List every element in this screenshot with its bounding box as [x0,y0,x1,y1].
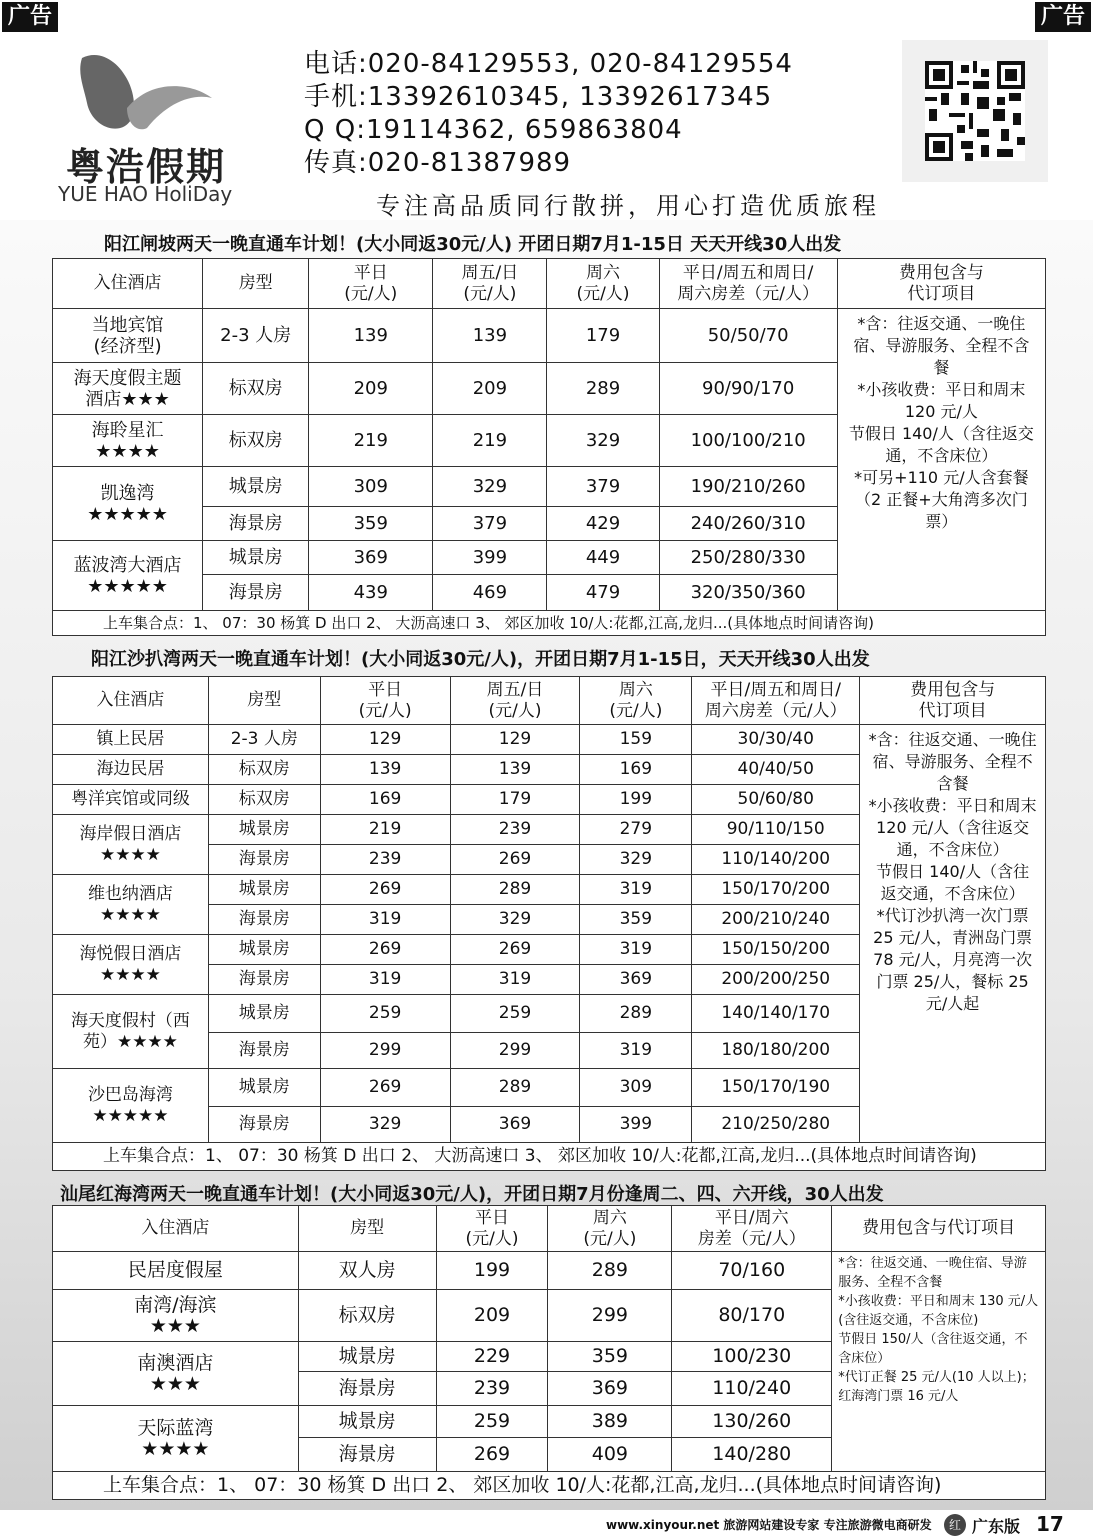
room-type: 海景房 [203,575,309,611]
column-header: 周五/日 (元/人) [433,259,547,309]
room-type: 标双房 [208,785,320,815]
contact-info [304,48,793,180]
price-cell: 110/140/200 [692,845,860,875]
price-cell: 139 [320,755,450,785]
column-header: 平日 (元/人) [309,259,433,309]
column-header: 平日/周五和周日/ 周六房差（元/人） [692,677,860,725]
fee-note-item: 节假日 140/人（含往返交通，不含床位） [848,424,1034,465]
price-cell: 210/250/280 [692,1107,860,1143]
brand-name-en: YUE HAO HoliDay [58,182,233,206]
price-cell: 269 [320,875,450,905]
price-cell: 319 [580,1033,692,1069]
room-type: 海景房 [208,845,320,875]
price-cell: 259 [436,1406,548,1438]
hotel-name: 南湾/海滨 ★★★ [53,1290,299,1342]
price-cell: 219 [433,415,547,467]
price-cell: 209 [436,1290,548,1342]
column-header: 房型 [203,259,309,309]
price-cell: 369 [580,965,692,995]
price-cell: 269 [320,935,450,965]
room-type: 标双房 [203,415,309,467]
hotel-name: 蓝波湾大酒店 ★★★★★ [53,541,203,611]
price-cell: 110/240 [672,1372,832,1406]
hotel-name: 民居度假屋 [53,1252,299,1290]
price-cell: 329 [450,905,580,935]
section1-table [52,258,1046,636]
room-type: 城景房 [208,875,320,905]
price-cell: 289 [450,1069,580,1107]
price-cell: 70/160 [672,1252,832,1290]
hotel-name: 海岸假日酒店 ★★★★ [53,815,209,875]
price-cell: 209 [433,363,547,415]
price-cell: 259 [450,995,580,1033]
room-type: 标双房 [298,1290,436,1342]
fee-note-item: 节假日 150/人（含往返交通，不含床位） [838,1332,1028,1366]
price-cell: 289 [580,995,692,1033]
price-cell: 289 [547,363,659,415]
room-type: 城景房 [298,1342,436,1372]
column-header: 周六 (元/人) [580,677,692,725]
price-cell: 129 [320,725,450,755]
slogan: 专注高品质同行散拼，用心打造优质旅程 [376,192,880,220]
price-cell: 129 [450,725,580,755]
price-cell: 359 [548,1342,672,1372]
room-type: 海景房 [298,1438,436,1472]
column-header: 平日 (元/人) [320,677,450,725]
price-cell: 379 [547,467,659,507]
price-cell: 100/230 [672,1342,832,1372]
brand-logo-icon [72,48,222,138]
room-type: 2-3 人房 [208,725,320,755]
price-cell: 329 [580,845,692,875]
price-cell: 140/280 [672,1438,832,1472]
room-type: 城景房 [208,935,320,965]
pickup-points: 上车集合点：1、 07：30 杨箕 D 出口 2、 郊区加收 10/人:花都,江高,龙归...(具体地点时间请咨询) [53,1472,1046,1500]
column-header: 入住酒店 [53,1206,299,1252]
price-cell: 289 [450,875,580,905]
price-cell: 219 [309,415,433,467]
price-cell: 479 [547,575,659,611]
price-cell: 199 [436,1252,548,1290]
price-cell: 219 [320,815,450,845]
section3-title: 汕尾红海湾两天一晚直通车计划！(大小同返30元/人)，开团日期7月份逢周二、四、六开线，30人出发 [60,1184,884,1205]
column-header: 入住酒店 [53,677,209,725]
hotel-name: 海天度假主题 酒店★★★ [53,363,203,415]
price-cell: 449 [547,541,659,575]
price-cell: 239 [320,845,450,875]
price-cell: 169 [320,785,450,815]
price-cell: 309 [580,1069,692,1107]
column-header: 周五/日 (元/人) [450,677,580,725]
column-header: 费用包含与 代订项目 [860,677,1046,725]
price-cell: 369 [309,541,433,575]
price-cell: 130/260 [672,1406,832,1438]
room-type: 海景房 [203,507,309,541]
price-cell: 80/170 [672,1290,832,1342]
price-cell: 209 [309,363,433,415]
section3-table [52,1205,1046,1500]
price-cell: 389 [548,1406,672,1438]
hotel-name: 海边民居 [53,755,209,785]
price-cell: 469 [433,575,547,611]
pickup-row [53,1472,1046,1500]
price-cell: 90/90/170 [659,363,837,415]
price-cell: 379 [433,507,547,541]
ad-tag-left: 广告 [2,2,58,32]
price-cell: 369 [548,1372,672,1406]
column-header: 周六 (元/人) [547,259,659,309]
price-cell: 30/30/40 [692,725,860,755]
price-cell: 199 [580,785,692,815]
pickup-row [53,611,1046,636]
section1-title: 阳江闸坡两天一晚直通车计划！(大小同返30元/人) 开团日期7月1-15日 天天开线30人出发 [104,234,842,255]
column-header: 费用包含与代订项目 [832,1206,1046,1252]
price-cell: 139 [450,755,580,785]
table-row [53,1252,1046,1290]
section2-table [52,676,1046,1171]
price-cell: 319 [450,965,580,995]
price-cell: 429 [547,507,659,541]
price-cell: 439 [309,575,433,611]
price-cell: 139 [309,309,433,363]
price-cell: 359 [309,507,433,541]
price-cell: 169 [580,755,692,785]
section2-title: 阳江沙扒湾两天一晚直通车计划！(大小同返30元/人)，开团日期7月1-15日，天天开线30人出发 [91,649,870,670]
fee-note-item: 节假日 140/人（含往返交通，不含床位） [876,862,1030,903]
price-cell: 50/50/70 [659,309,837,363]
price-cell: 279 [580,815,692,845]
ad-tag-right: 广告 [1035,2,1091,32]
price-cell: 139 [433,309,547,363]
column-header: 房型 [298,1206,436,1252]
room-type: 城景房 [208,815,320,845]
room-type: 城景房 [208,1069,320,1107]
room-type: 城景房 [298,1406,436,1438]
header [0,36,1093,226]
price-cell: 329 [433,467,547,507]
room-type: 城景房 [208,995,320,1033]
room-type: 标双房 [203,363,309,415]
column-header: 周六 (元/人) [548,1206,672,1252]
price-cell: 90/110/150 [692,815,860,845]
price-cell: 190/210/260 [659,467,837,507]
price-cell: 320/350/360 [659,575,837,611]
price-cell: 250/280/330 [659,541,837,575]
hotel-name: 镇上民居 [53,725,209,755]
price-cell: 179 [547,309,659,363]
price-cell: 200/200/250 [692,965,860,995]
price-cell: 150/170/200 [692,875,860,905]
header-row [53,1206,1046,1252]
room-type: 海景房 [208,965,320,995]
contact-phone: 电话:020-84129553, 020-84129554 [304,49,793,79]
fee-note-item: *代订沙扒湾一次门票 25 元/人，青洲岛门票 78 元/人，月亮湾一次门票 25/人，餐标 25 元/人起 [873,906,1033,1013]
price-cell: 179 [450,785,580,815]
table-row [53,309,1046,363]
room-type: 城景房 [203,467,309,507]
price-cell: 299 [548,1290,672,1342]
page-number: 17 [1036,1512,1064,1536]
price-cell: 239 [450,815,580,845]
contact-mobile: 手机:13392610345, 13392617345 [304,82,773,112]
hotel-name: 当地宾馆 (经济型) [53,309,203,363]
price-cell: 329 [320,1107,450,1143]
room-type: 双人房 [298,1252,436,1290]
brand-name-cn: 粤浩假期 [66,145,227,189]
footer [0,1514,1093,1538]
fee-note-item: *小孩收费：平日和周末 120 元/人 [857,380,1026,421]
contact-qq: Q Q:19114362, 659863804 [304,115,683,145]
fee-note-item: *含：往返交通、一晚住宿、导游服务、全程不含餐 [838,1256,1027,1290]
price-cell: 239 [436,1372,548,1406]
table-row [53,725,1046,755]
price-cell: 289 [548,1252,672,1290]
price-cell: 269 [436,1438,548,1472]
column-header: 入住酒店 [53,259,203,309]
price-cell: 150/150/200 [692,935,860,965]
price-cell: 359 [580,905,692,935]
column-header: 平日 (元/人) [436,1206,548,1252]
pickup-points: 上车集合点：1、 07：30 杨箕 D 出口 2、 大沥高速口 3、 郊区加收 10/人:花都,江高,龙归...(具体地点时间请咨询) [53,1143,1046,1171]
room-type: 海景房 [208,905,320,935]
footer-badge-icon: 红 [944,1514,966,1536]
room-type: 2-3 人房 [203,309,309,363]
price-cell: 399 [580,1107,692,1143]
column-header: 房型 [208,677,320,725]
price-cell: 40/40/50 [692,755,860,785]
price-cell: 319 [580,935,692,965]
hotel-name: 维也纳酒店 ★★★★ [53,875,209,935]
price-cell: 319 [580,875,692,905]
price-cell: 140/140/170 [692,995,860,1033]
fee-note-item: *可另+110 元/人含套餐（2 正餐+大角湾多次门票） [854,468,1029,531]
price-cell: 229 [436,1342,548,1372]
qr-code-icon [925,61,1025,161]
price-cell: 399 [433,541,547,575]
fee-note-item: *小孩收费：平日和周末 120 元/人（含往返交通，不含床位） [868,796,1037,859]
qr-code [902,40,1048,182]
price-cell: 159 [580,725,692,755]
price-cell: 319 [320,905,450,935]
room-type: 标双房 [208,755,320,785]
fee-notes [837,309,1045,611]
hotel-name: 海聆星汇 ★★★★ [53,415,203,467]
fee-note-item: *含：往返交通、一晚住宿、导游服务、全程不含餐 [868,730,1037,793]
fee-note-item: *代订正餐 25 元/人(10 人以上)；红海湾门票 16 元/人 [838,1370,1035,1404]
footer-edition: 广东版 [972,1517,1021,1536]
room-type: 城景房 [203,541,309,575]
price-cell: 269 [450,935,580,965]
price-cell: 150/170/190 [692,1069,860,1107]
fee-note-item: *含：往返交通、一晚住宿、导游服务、全程不含餐 [853,314,1030,377]
price-cell: 329 [547,415,659,467]
hotel-name: 凯逸湾 ★★★★★ [53,467,203,541]
column-header: 平日/周六 房差（元/人） [672,1206,832,1252]
hotel-name: 粤洋宾馆或同级 [53,785,209,815]
hotel-name: 沙巴岛海湾 ★★★★★ [53,1069,209,1143]
room-type: 海景房 [298,1372,436,1406]
price-cell: 319 [320,965,450,995]
price-cell: 240/260/310 [659,507,837,541]
price-cell: 50/60/80 [692,785,860,815]
contact-fax: 传真:020-81387989 [304,148,572,178]
header-row [53,259,1046,309]
pickup-points: 上车集合点：1、 07：30 杨箕 D 出口 2、 大沥高速口 3、 郊区加收 10/人:花都,江高,龙归...(具体地点时间请咨询) [53,611,1046,636]
price-cell: 309 [309,467,433,507]
price-cell: 299 [320,1033,450,1069]
pickup-row [53,1143,1046,1171]
fee-notes [832,1252,1046,1472]
fee-note-item: *小孩收费：平日和周末 130 元/人(含往返交通，不含床位) [838,1294,1039,1328]
price-cell: 409 [548,1438,672,1472]
column-header: 费用包含与 代订项目 [837,259,1045,309]
price-cell: 200/210/240 [692,905,860,935]
hotel-name: 天际蓝湾 ★★★★ [53,1406,299,1472]
fee-notes [860,725,1046,1143]
price-cell: 100/100/210 [659,415,837,467]
header-row [53,677,1046,725]
price-cell: 269 [320,1069,450,1107]
price-cell: 180/180/200 [692,1033,860,1069]
room-type: 海景房 [208,1107,320,1143]
price-cell: 269 [450,845,580,875]
hotel-name: 海天度假村（西 苑）★★★★ [53,995,209,1069]
room-type: 海景房 [208,1033,320,1069]
hotel-name: 南澳酒店 ★★★ [53,1342,299,1406]
column-header: 平日/周五和周日/ 周六房差（元/人） [659,259,837,309]
price-cell: 369 [450,1107,580,1143]
price-cell: 299 [450,1033,580,1069]
footer-site: www.xinyour.net 旅游网站建设专家 专注旅游微电商研发 [606,1518,932,1532]
price-cell: 259 [320,995,450,1033]
hotel-name: 海悦假日酒店 ★★★★ [53,935,209,995]
